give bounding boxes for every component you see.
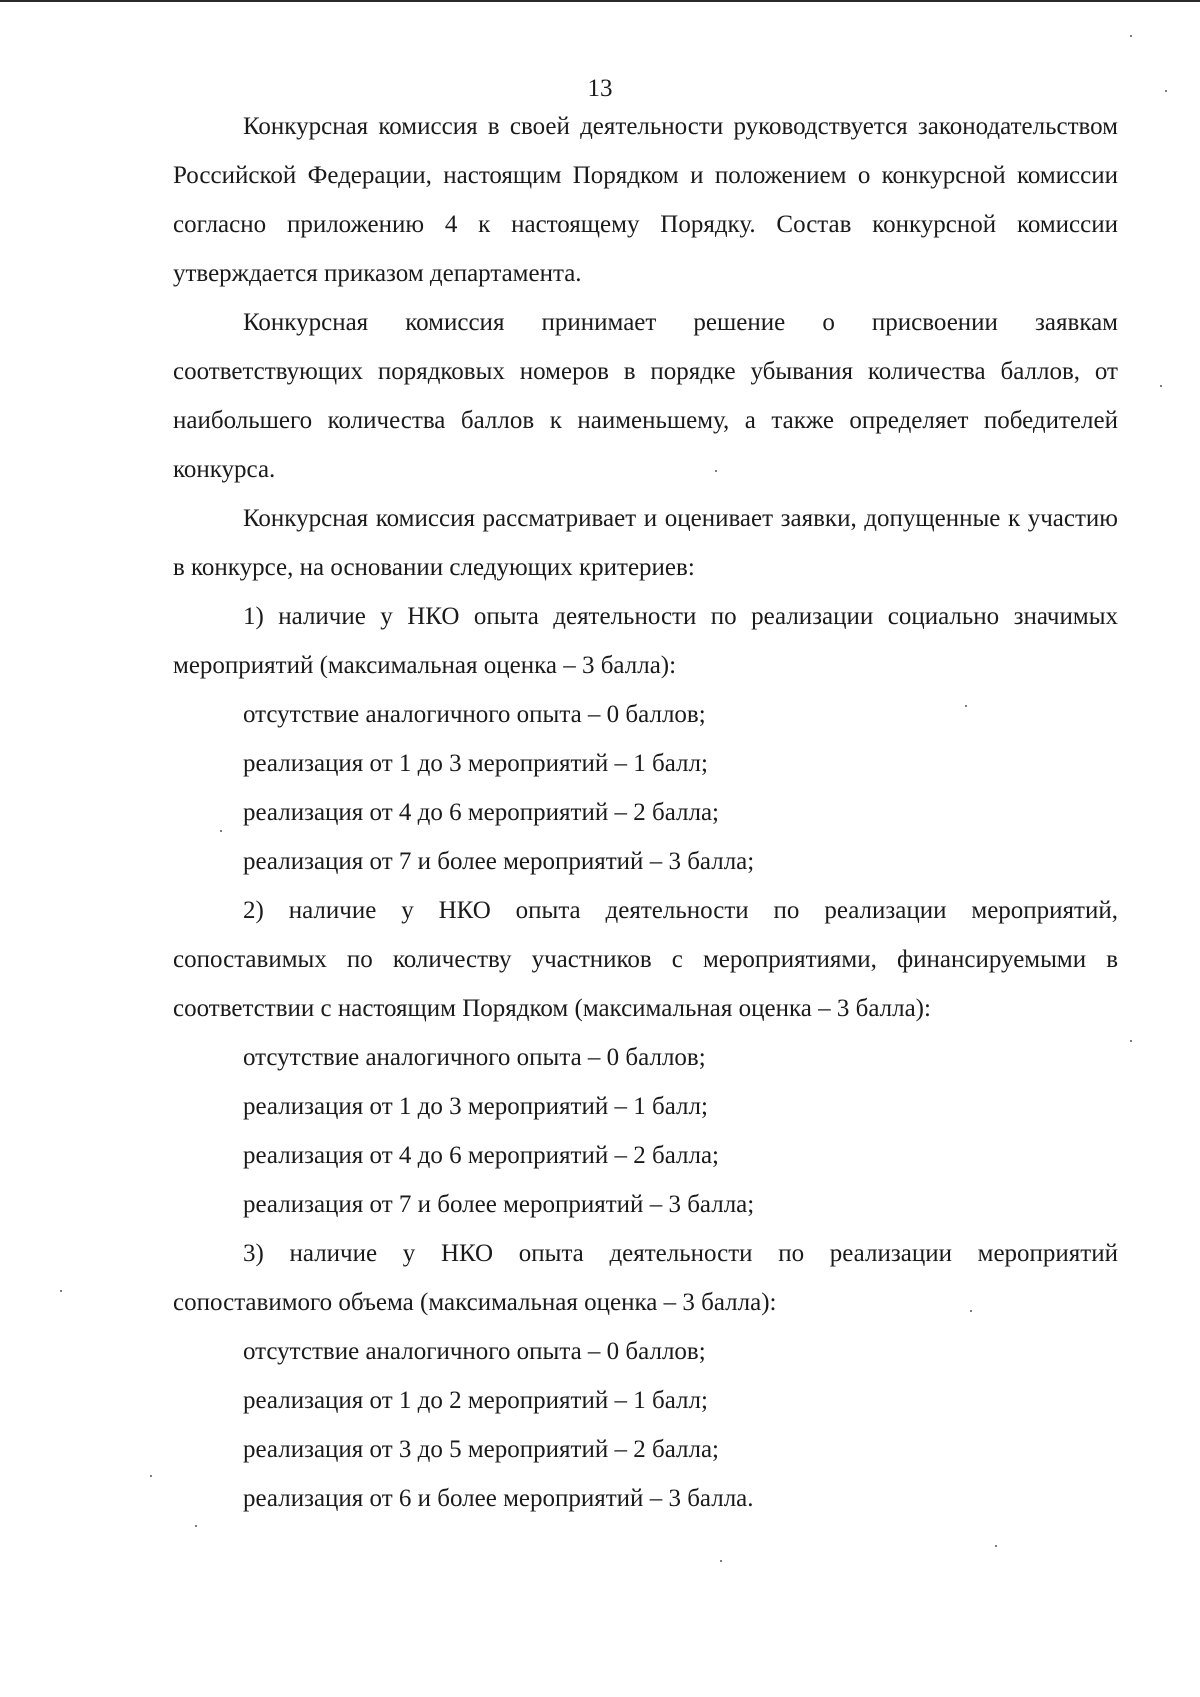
scan-top-edge — [0, 0, 1200, 2]
page-number: 13 — [587, 75, 613, 102]
scan-speck — [220, 830, 222, 832]
criterion-3-item: реализация от 3 до 5 мероприятий – 2 балла; — [243, 1436, 720, 1463]
scan-speck — [715, 470, 717, 472]
criterion-2-item: реализация от 1 до 3 мероприятий – 1 балл; — [243, 1093, 708, 1120]
scan-speck — [195, 1525, 197, 1527]
criterion-1-item: реализация от 4 до 6 мероприятий – 2 балла; — [243, 799, 720, 826]
scan-speck — [1165, 90, 1167, 92]
criterion-2-item: реализация от 7 и более мероприятий – 3 балла; — [243, 1191, 755, 1218]
criterion-1-item: реализация от 7 и более мероприятий – 3 балла; — [243, 848, 755, 875]
document-body — [173, 102, 1118, 1523]
criterion-2: 2) наличие у НКО опыта деятельности по реализации мероприятий, сопоставимых по количеству участников с мероприятиями, финансируемыми в соответствии с настоящим Порядком (максимальная оценка – 3 балла): — [173, 897, 1118, 1022]
criterion-2-item: реализация от 4 до 6 мероприятий – 2 балла; — [243, 1142, 720, 1169]
paragraph-commission-decision: Конкурсная комиссия принимает решение о присвоении заявкам соответствующих порядковых номеров в порядке убывания количества баллов, от наибольшего количества баллов к наименьшему, а также определяет победителей конкурса. — [173, 309, 1118, 483]
criterion-3-item: реализация от 1 до 2 мероприятий – 1 балл; — [243, 1387, 708, 1414]
paragraph-evaluation-criteria: Конкурсная комиссия рассматривает и оценивает заявки, допущенные к участию в конкурсе, на основании следующих критериев: — [173, 505, 1118, 581]
scan-speck — [150, 1475, 152, 1477]
scan-speck — [1130, 1040, 1132, 1042]
scan-speck — [1130, 35, 1132, 37]
scan-speck — [720, 1560, 722, 1562]
criterion-3: 3) наличие у НКО опыта деятельности по реализации мероприятий сопоставимого объема (максимальная оценка – 3 балла): — [173, 1240, 1118, 1316]
scan-speck — [965, 705, 967, 707]
scan-speck — [60, 1290, 62, 1292]
paragraph-commission-guidance: Конкурсная комиссия в своей деятельности руководствуется законодательством Российской Федерации, настоящим Порядком и положением о конкурсной комиссии согласно приложению 4 к настоящему Порядку. Состав конкурсной комиссии утверждается приказом департамента. — [173, 113, 1118, 287]
criterion-1-item: реализация от 1 до 3 мероприятий – 1 балл; — [243, 750, 708, 777]
scan-speck — [970, 1310, 972, 1312]
criterion-1-item: отсутствие аналогичного опыта – 0 баллов; — [243, 701, 706, 728]
scan-speck — [995, 1545, 997, 1547]
criterion-1: 1) наличие у НКО опыта деятельности по реализации социально значимых мероприятий (максимальная оценка – 3 балла): — [173, 603, 1118, 679]
criterion-3-item: реализация от 6 и более мероприятий – 3 балла. — [243, 1485, 754, 1512]
criterion-2-item: отсутствие аналогичного опыта – 0 баллов; — [243, 1044, 706, 1071]
scan-speck — [1160, 385, 1162, 387]
criterion-3-item: отсутствие аналогичного опыта – 0 баллов; — [243, 1338, 706, 1365]
